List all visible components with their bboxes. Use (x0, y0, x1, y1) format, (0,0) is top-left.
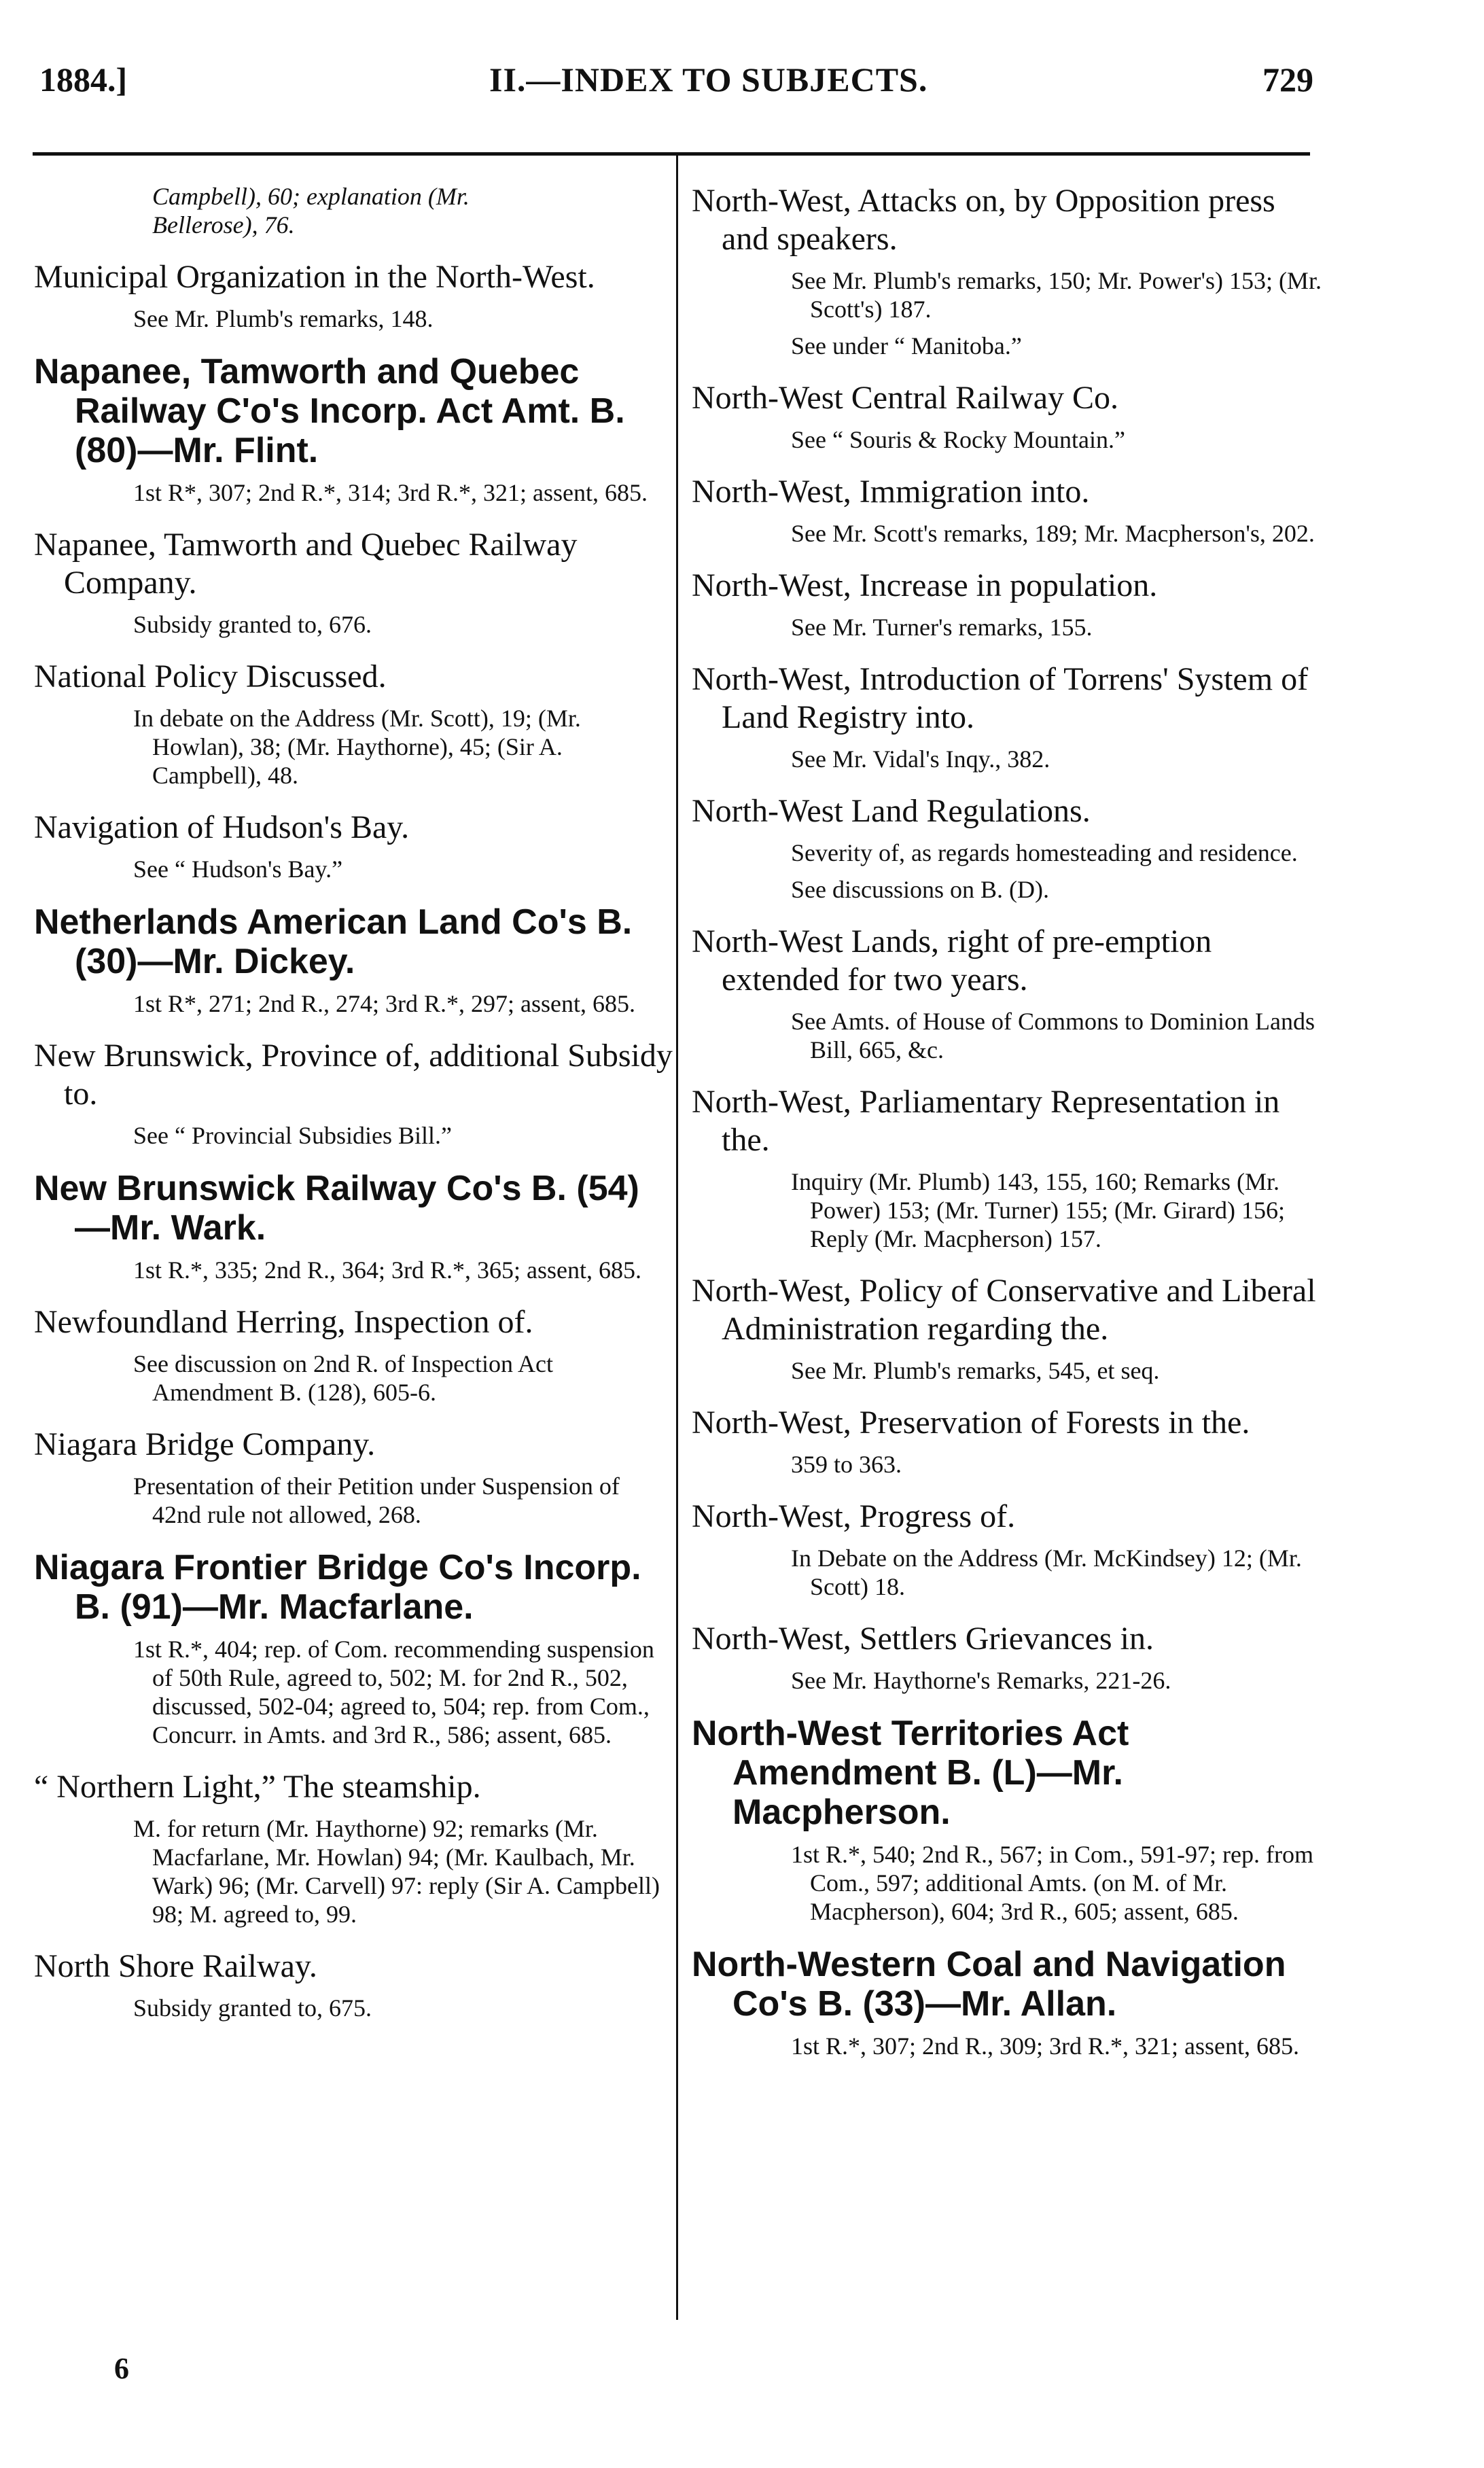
entry-heading: North-West Land Regulations. (692, 793, 1091, 829)
entry-ref: See “ Provincial Subsidies Bill.” (133, 1122, 452, 1149)
entry-heading: New Brunswick, Province of, additional Subsidy to. (34, 1038, 673, 1112)
entry-heading: North-West, Policy of Conservative and Liberal Administration regarding the. (692, 1273, 1316, 1347)
index-entry-navigation (34, 809, 673, 883)
entry-ref: Inquiry (Mr. Plumb) 143, 155, 160; Remarks (Mr. Power) 153; (Mr. Turner) 155; (Mr. Girard) 156; Reply (Mr. Macpherson) 157. (791, 1168, 1285, 1252)
entry-heading: North-West, Introduction of Torrens' System of Land Registry into. (692, 661, 1309, 735)
entry-heading: North-West, Immigration into. (692, 474, 1090, 510)
entry-heading: New Brunswick Railway Co's B. (54)—Mr. Wark. (34, 1169, 639, 1248)
entry-heading: Niagara Frontier Bridge Co's Incorp. B. (91)—Mr. Macfarlane. (34, 1548, 641, 1627)
entry-ref: See Mr. Plumb's remarks, 545, et seq. (791, 1357, 1160, 1384)
entry-heading: North-West, Progress of. (692, 1498, 1016, 1534)
entry-ref: See “ Hudson's Bay.” (133, 856, 343, 883)
header-title: II.—INDEX TO SUBJECTS. (489, 60, 928, 99)
continued-entry (34, 182, 673, 239)
entry-heading: North-West, Settlers Grievances in. (692, 1621, 1154, 1657)
index-entry-territories-act (692, 1714, 1330, 1926)
entry-ref: 1st R.*, 404; rep. of Com. recommending suspension of 50th Rule, agreed to, 502; M. for 2nd R., 502, discussed, 502-04; agreed to, 504; rep. from Com., Concurr. in Amts. and 3rd R., 586; assent, 685. (133, 1636, 654, 1748)
entry-ref: See Mr. Plumb's remarks, 148. (133, 305, 434, 332)
header-rule (33, 152, 1310, 156)
index-entry-attacks (692, 182, 1330, 360)
entry-heading: Navigation of Hudson's Bay. (34, 809, 410, 845)
entry-heading: North-West, Preservation of Forests in the. (692, 1405, 1250, 1441)
entry-ref: See Mr. Plumb's remarks, 150; Mr. Power's) 153; (Mr. Scott's) 187. (791, 267, 1322, 323)
page-number: 729 (1262, 60, 1313, 99)
entry-ref: 1st R.*, 540; 2nd R., 567; in Com., 591-97; rep. from Com., 597; additional Amts. (on M. of Mr. Macpherson), 604; 3rd R., 605; assent, 685. (791, 1841, 1313, 1925)
entry-ref: Subsidy granted to, 676. (133, 611, 372, 638)
entry-ref: See Mr. Haythorne's Remarks, 221-26. (791, 1667, 1171, 1694)
right-column (692, 182, 1330, 2079)
index-entry-municipal (34, 258, 673, 333)
entry-heading: North-Western Coal and Navigation Co's B. (33)—Mr. Allan. (692, 1945, 1286, 2024)
entry-heading: North-West Central Railway Co. (692, 380, 1119, 416)
entry-ref: See discussions on B. (D). (791, 876, 1049, 903)
index-entry-progress (692, 1498, 1330, 1601)
entry-ref: M. for return (Mr. Haythorne) 92; remarks (Mr. Macfarlane, Mr. Howlan) 94; (Mr. Kaulbach, Mr. Wark) 96; (Mr. Carvell) 97: reply (Sir A. Campbell) 98; M. agreed to, 99. (133, 1815, 660, 1928)
entry-ref: In Debate on the Address (Mr. McKindsey) 12; (Mr. Scott) 18. (791, 1545, 1302, 1600)
index-entry-niagara-bridge (34, 1426, 673, 1529)
entry-ref: Campbell), 60; explanation (Mr. (152, 183, 470, 210)
entry-heading: Napanee, Tamworth and Quebec Railway Company. (34, 527, 578, 601)
index-entry-forests (692, 1404, 1330, 1479)
entry-heading: North-West Lands, right of pre-emption extended for two years. (692, 923, 1212, 998)
entry-heading: North Shore Railway. (34, 1948, 317, 1984)
entry-ref: See Amts. of House of Commons to Dominion Lands Bill, 665, &c. (791, 1008, 1315, 1063)
index-entry-north-shore (34, 1947, 673, 2022)
entry-heading: National Policy Discussed. (34, 658, 387, 694)
entry-ref: Bellerose), 76. (152, 211, 295, 239)
index-entry-torrens (692, 660, 1330, 773)
entry-ref: 359 to 363. (791, 1451, 902, 1478)
index-entry-napanee-bill (34, 352, 673, 507)
index-entry-land-regulations (692, 792, 1330, 904)
index-entry-representation (692, 1083, 1330, 1253)
index-entry-netherlands (34, 902, 673, 1018)
entry-heading: North-West, Parliamentary Representation in the. (692, 1084, 1280, 1158)
entry-heading: North-West, Increase in population. (692, 567, 1158, 603)
entry-heading: Napanee, Tamworth and Quebec Railway C'o's Incorp. Act Amt. B. (80)—Mr. Flint. (34, 352, 625, 470)
index-entry-napanee-company (34, 526, 673, 639)
entry-heading: Newfoundland Herring, Inspection of. (34, 1304, 533, 1340)
entry-ref: See Mr. Scott's remarks, 189; Mr. Macpherson's, 202. (791, 520, 1315, 547)
entry-ref: See discussion on 2nd R. of Inspection Act Amendment B. (128), 605-6. (133, 1350, 553, 1406)
entry-ref: 1st R*, 271; 2nd R., 274; 3rd R.*, 297; assent, 685. (133, 990, 636, 1017)
entry-ref: See Mr. Turner's remarks, 155. (791, 614, 1093, 641)
index-entry-niagara-frontier (34, 1548, 673, 1749)
entry-ref: Severity of, as regards homesteading and residence. (791, 839, 1298, 866)
signature-mark: 6 (114, 2352, 129, 2385)
index-entry-central-railway (692, 379, 1330, 454)
index-entry-policy (692, 1272, 1330, 1385)
index-entry-newfoundland (34, 1303, 673, 1407)
entry-ref: 1st R.*, 335; 2nd R., 364; 3rd R.*, 365; assent, 685. (133, 1256, 642, 1284)
index-entry-preemption (692, 923, 1330, 1064)
entry-ref: In debate on the Address (Mr. Scott), 19; (Mr. Howlan), 38; (Mr. Haythorne), 45; (Sir A. Campbell), 48. (133, 705, 581, 789)
column-divider (676, 152, 678, 2320)
entry-ref: Subsidy granted to, 675. (133, 1994, 372, 2022)
entry-ref: See Mr. Vidal's Inqy., 382. (791, 745, 1050, 773)
entry-ref: 1st R.*, 307; 2nd R., 309; 3rd R.*, 321; assent, 685. (791, 2032, 1300, 2060)
entry-heading: North-West Territories Act Amendment B. (L)—Mr. Macpherson. (692, 1714, 1129, 1832)
header-year: 1884.] (39, 60, 128, 99)
entry-ref: See under “ Manitoba.” (791, 332, 1022, 359)
index-entry-settlers (692, 1620, 1330, 1695)
entry-ref: 1st R*, 307; 2nd R.*, 314; 3rd R.*, 321; assent, 685. (133, 479, 648, 506)
entry-heading: Niagara Bridge Company. (34, 1426, 376, 1462)
index-entry-national-policy (34, 658, 673, 790)
entry-ref: See “ Souris & Rocky Mountain.” (791, 426, 1125, 453)
index-entry-population (692, 567, 1330, 641)
entry-heading: “ Northern Light,” The steamship. (34, 1769, 481, 1805)
index-entry-coal-navigation (692, 1945, 1330, 2060)
index-entry-northern-light (34, 1768, 673, 1928)
entry-heading: North-West, Attacks on, by Opposition press and speakers. (692, 183, 1275, 257)
left-column (34, 182, 673, 2041)
index-entry-nb-railway (34, 1169, 673, 1284)
entry-heading: Netherlands American Land Co's B. (30)—Mr. Dickey. (34, 902, 633, 981)
page-header (0, 0, 1484, 156)
entry-ref: Presentation of their Petition under Suspension of 42nd rule not allowed, 268. (133, 1473, 620, 1528)
index-entry-immigration (692, 473, 1330, 548)
entry-heading: Municipal Organization in the North-West. (34, 259, 595, 295)
index-entry-nb-province (34, 1037, 673, 1150)
